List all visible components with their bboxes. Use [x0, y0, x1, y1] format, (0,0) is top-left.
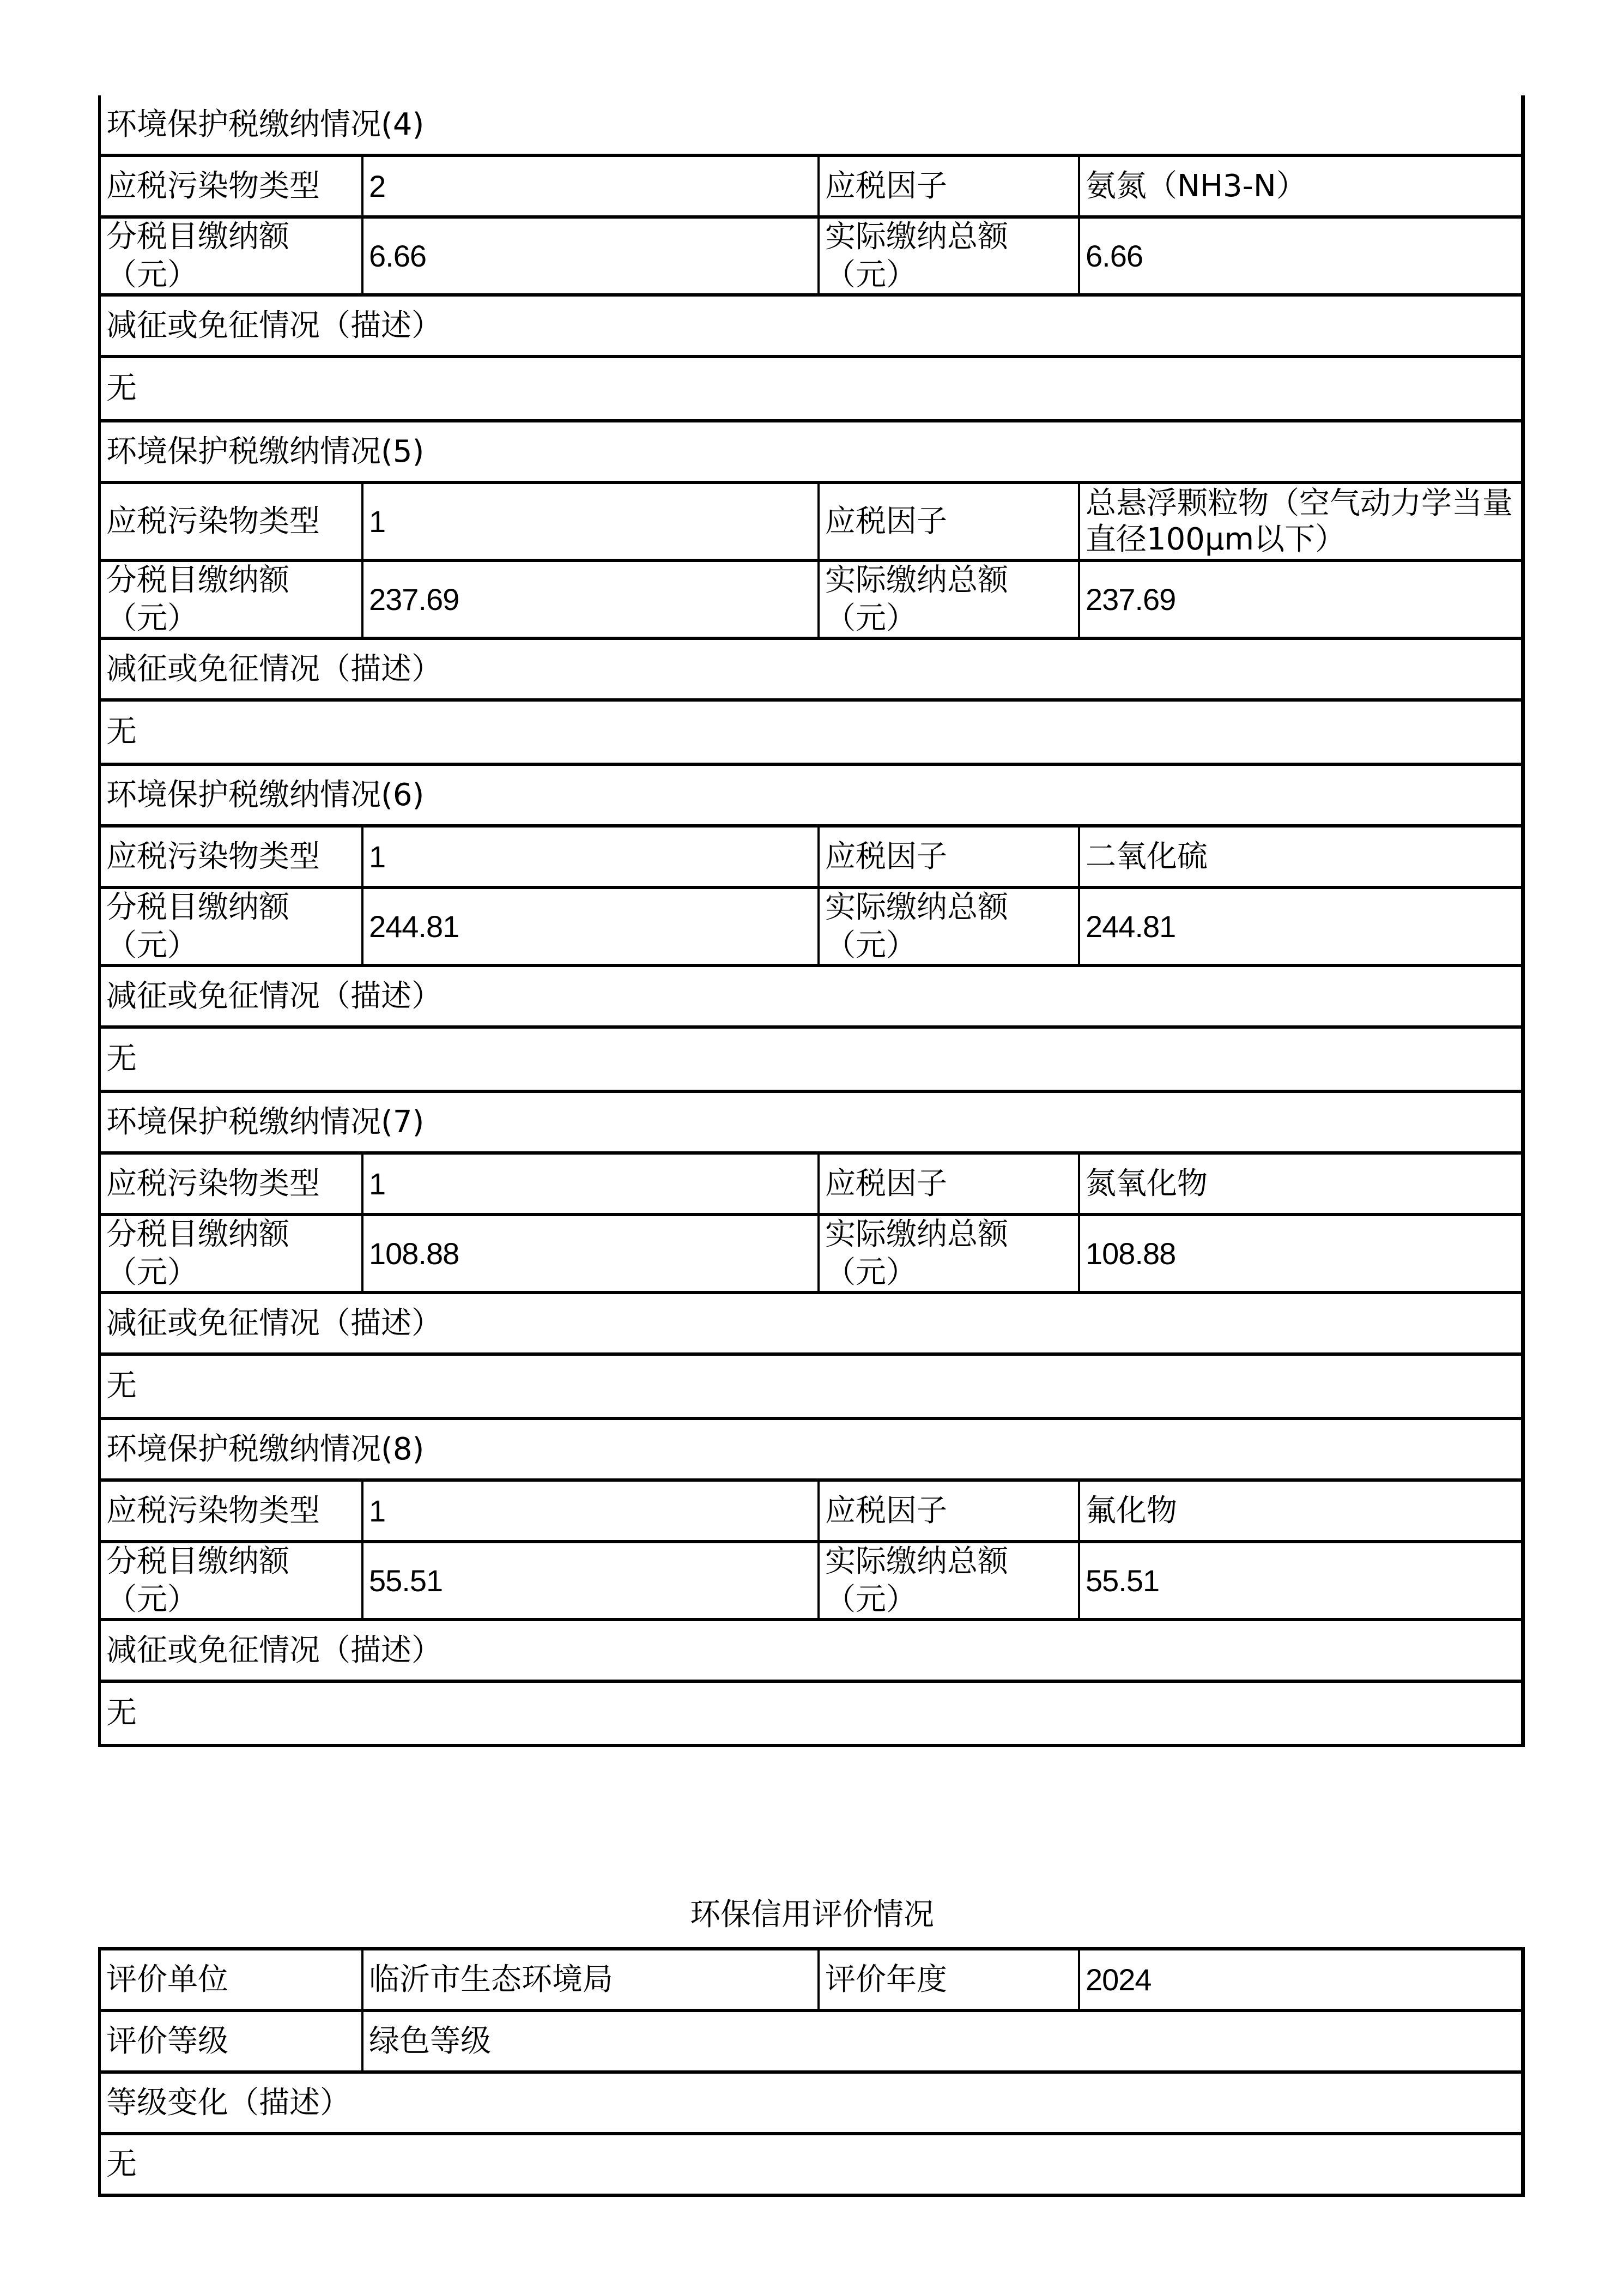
reduction-label-row: [101, 1621, 1521, 1683]
item-amount-value: 244.81: [361, 889, 817, 964]
item-amount-label: 分税目缴纳额（元）: [106, 562, 289, 636]
credit-evaluation-table: [98, 1947, 1525, 2197]
tax-factor-label: 应税因子: [817, 828, 1078, 886]
total-amount-label: 实际缴纳总额（元）: [817, 1216, 1078, 1291]
reduction-label-row: [101, 967, 1521, 1029]
tax-factor-value: 氨氮（NH3-N）: [1078, 157, 1521, 215]
tax-factor-label: 应税因子: [817, 484, 1078, 559]
reduction-value-row: [101, 1029, 1521, 1093]
total-amount-value: 237.69: [1078, 562, 1521, 637]
evaluation-unit-value: 临沂市生态环境局: [361, 1950, 817, 2009]
reduction-value: 无: [106, 714, 137, 750]
total-amount-value: 244.81: [1078, 889, 1521, 964]
reduction-label: 减征或免征情况（描述）: [106, 1305, 442, 1341]
pollutant-row: [101, 1482, 1521, 1543]
item-amount-label: 分税目缴纳额（元）: [106, 219, 289, 293]
item-amount-value: 108.88: [361, 1216, 817, 1291]
tax-factor-label: 应税因子: [817, 157, 1078, 215]
reduction-label-row: [101, 1294, 1521, 1356]
pollutant-row: [101, 1155, 1521, 1216]
reduction-label: 减征或免征情况（描述）: [106, 978, 442, 1014]
reduction-value-row: [101, 358, 1521, 422]
total-amount-value: 6.66: [1078, 219, 1521, 293]
reduction-value: 无: [106, 1368, 137, 1404]
environmental-tax-table: [98, 95, 1525, 1747]
pollutant-type-label: 应税污染物类型: [106, 503, 320, 539]
reduction-value: 无: [106, 1041, 137, 1077]
section-title-row: [101, 422, 1521, 484]
amount-row: [101, 1543, 1521, 1621]
total-amount-value: 55.51: [1078, 1543, 1521, 1618]
reduction-value: 无: [106, 1695, 137, 1731]
item-amount-value: 55.51: [361, 1543, 817, 1618]
total-amount-label: 实际缴纳总额（元）: [817, 889, 1078, 964]
reduction-value-row: [101, 1683, 1521, 1747]
amount-row: [101, 889, 1521, 967]
reduction-value-row: [101, 1356, 1521, 1420]
section-title-row: [101, 1093, 1521, 1155]
amount-row: [101, 1216, 1521, 1294]
reduction-label-row: [101, 297, 1521, 358]
section-title: 环境保护税缴纳情况(8): [106, 1431, 425, 1467]
amount-row: [101, 219, 1521, 297]
section-title: 环境保护税缴纳情况(6): [106, 777, 425, 813]
tax-factor-label: 应税因子: [817, 1482, 1078, 1540]
pollutant-row: [101, 157, 1521, 219]
reduction-value-row: [101, 702, 1521, 766]
section-title-row: [101, 766, 1521, 828]
amount-row: [101, 562, 1521, 640]
section-title: 环境保护税缴纳情况(5): [106, 433, 425, 469]
evaluation-unit-label: 评价单位: [106, 1961, 228, 1997]
evaluation-grade-value: 绿色等级: [361, 2012, 1521, 2070]
section-title: 环境保护税缴纳情况(7): [106, 1104, 425, 1140]
evaluation-grade-label: 评价等级: [106, 2023, 228, 2059]
tax-factor-value: 总悬浮颗粒物（空气动力学当量直径100μm以下）: [1078, 484, 1521, 559]
item-amount-value: 237.69: [361, 562, 817, 637]
grade-change-label-row: [101, 2074, 1521, 2135]
tax-factor-value: 氮氧化物: [1078, 1155, 1521, 1213]
item-amount-label: 分税目缴纳额（元）: [106, 1216, 289, 1290]
pollutant-type-label: 应税污染物类型: [106, 168, 320, 204]
total-amount-label: 实际缴纳总额（元）: [817, 219, 1078, 293]
pollutant-type-label: 应税污染物类型: [106, 1165, 320, 1201]
reduction-label: 减征或免征情况（描述）: [106, 307, 442, 343]
credit-evaluation-title: 环保信用评价情况: [690, 1897, 934, 1932]
grade-change-value-row: [101, 2135, 1521, 2197]
total-amount-label: 实际缴纳总额（元）: [817, 562, 1078, 637]
pollutant-type-value: 1: [361, 1155, 817, 1213]
tax-factor-value: 二氧化硫: [1078, 828, 1521, 886]
pollutant-type-value: 1: [361, 1482, 817, 1540]
section-title: 环境保护税缴纳情况(4): [106, 106, 425, 142]
tax-factor-value: 氟化物: [1078, 1482, 1521, 1540]
tax-factor-label: 应税因子: [817, 1155, 1078, 1213]
pollutant-type-value: 1: [361, 484, 817, 559]
evaluation-unit-row: [101, 1950, 1521, 2012]
pollutant-type-value: 1: [361, 828, 817, 886]
reduction-value: 无: [106, 371, 137, 406]
item-amount-label: 分税目缴纳额（元）: [106, 1543, 289, 1617]
pollutant-type-label: 应税污染物类型: [106, 838, 320, 874]
item-amount-label: 分税目缴纳额（元）: [106, 889, 289, 963]
evaluation-year-value: 2024: [1078, 1950, 1521, 2009]
pollutant-type-value: 2: [361, 157, 817, 215]
grade-change-label: 等级变化（描述）: [106, 2085, 350, 2121]
total-amount-value: 108.88: [1078, 1216, 1521, 1291]
pollutant-row: [101, 484, 1521, 562]
item-amount-value: 6.66: [361, 219, 817, 293]
reduction-label: 减征或免征情况（描述）: [106, 651, 442, 687]
evaluation-grade-row: [101, 2012, 1521, 2074]
reduction-label: 减征或免征情况（描述）: [106, 1632, 442, 1668]
evaluation-year-label: 评价年度: [817, 1950, 1078, 2009]
reduction-label-row: [101, 640, 1521, 702]
section-title-row: [101, 95, 1521, 157]
pollutant-type-label: 应税污染物类型: [106, 1493, 320, 1529]
grade-change-value: 无: [106, 2146, 137, 2182]
pollutant-row: [101, 828, 1521, 889]
total-amount-label: 实际缴纳总额（元）: [817, 1543, 1078, 1618]
section-title-row: [101, 1420, 1521, 1482]
